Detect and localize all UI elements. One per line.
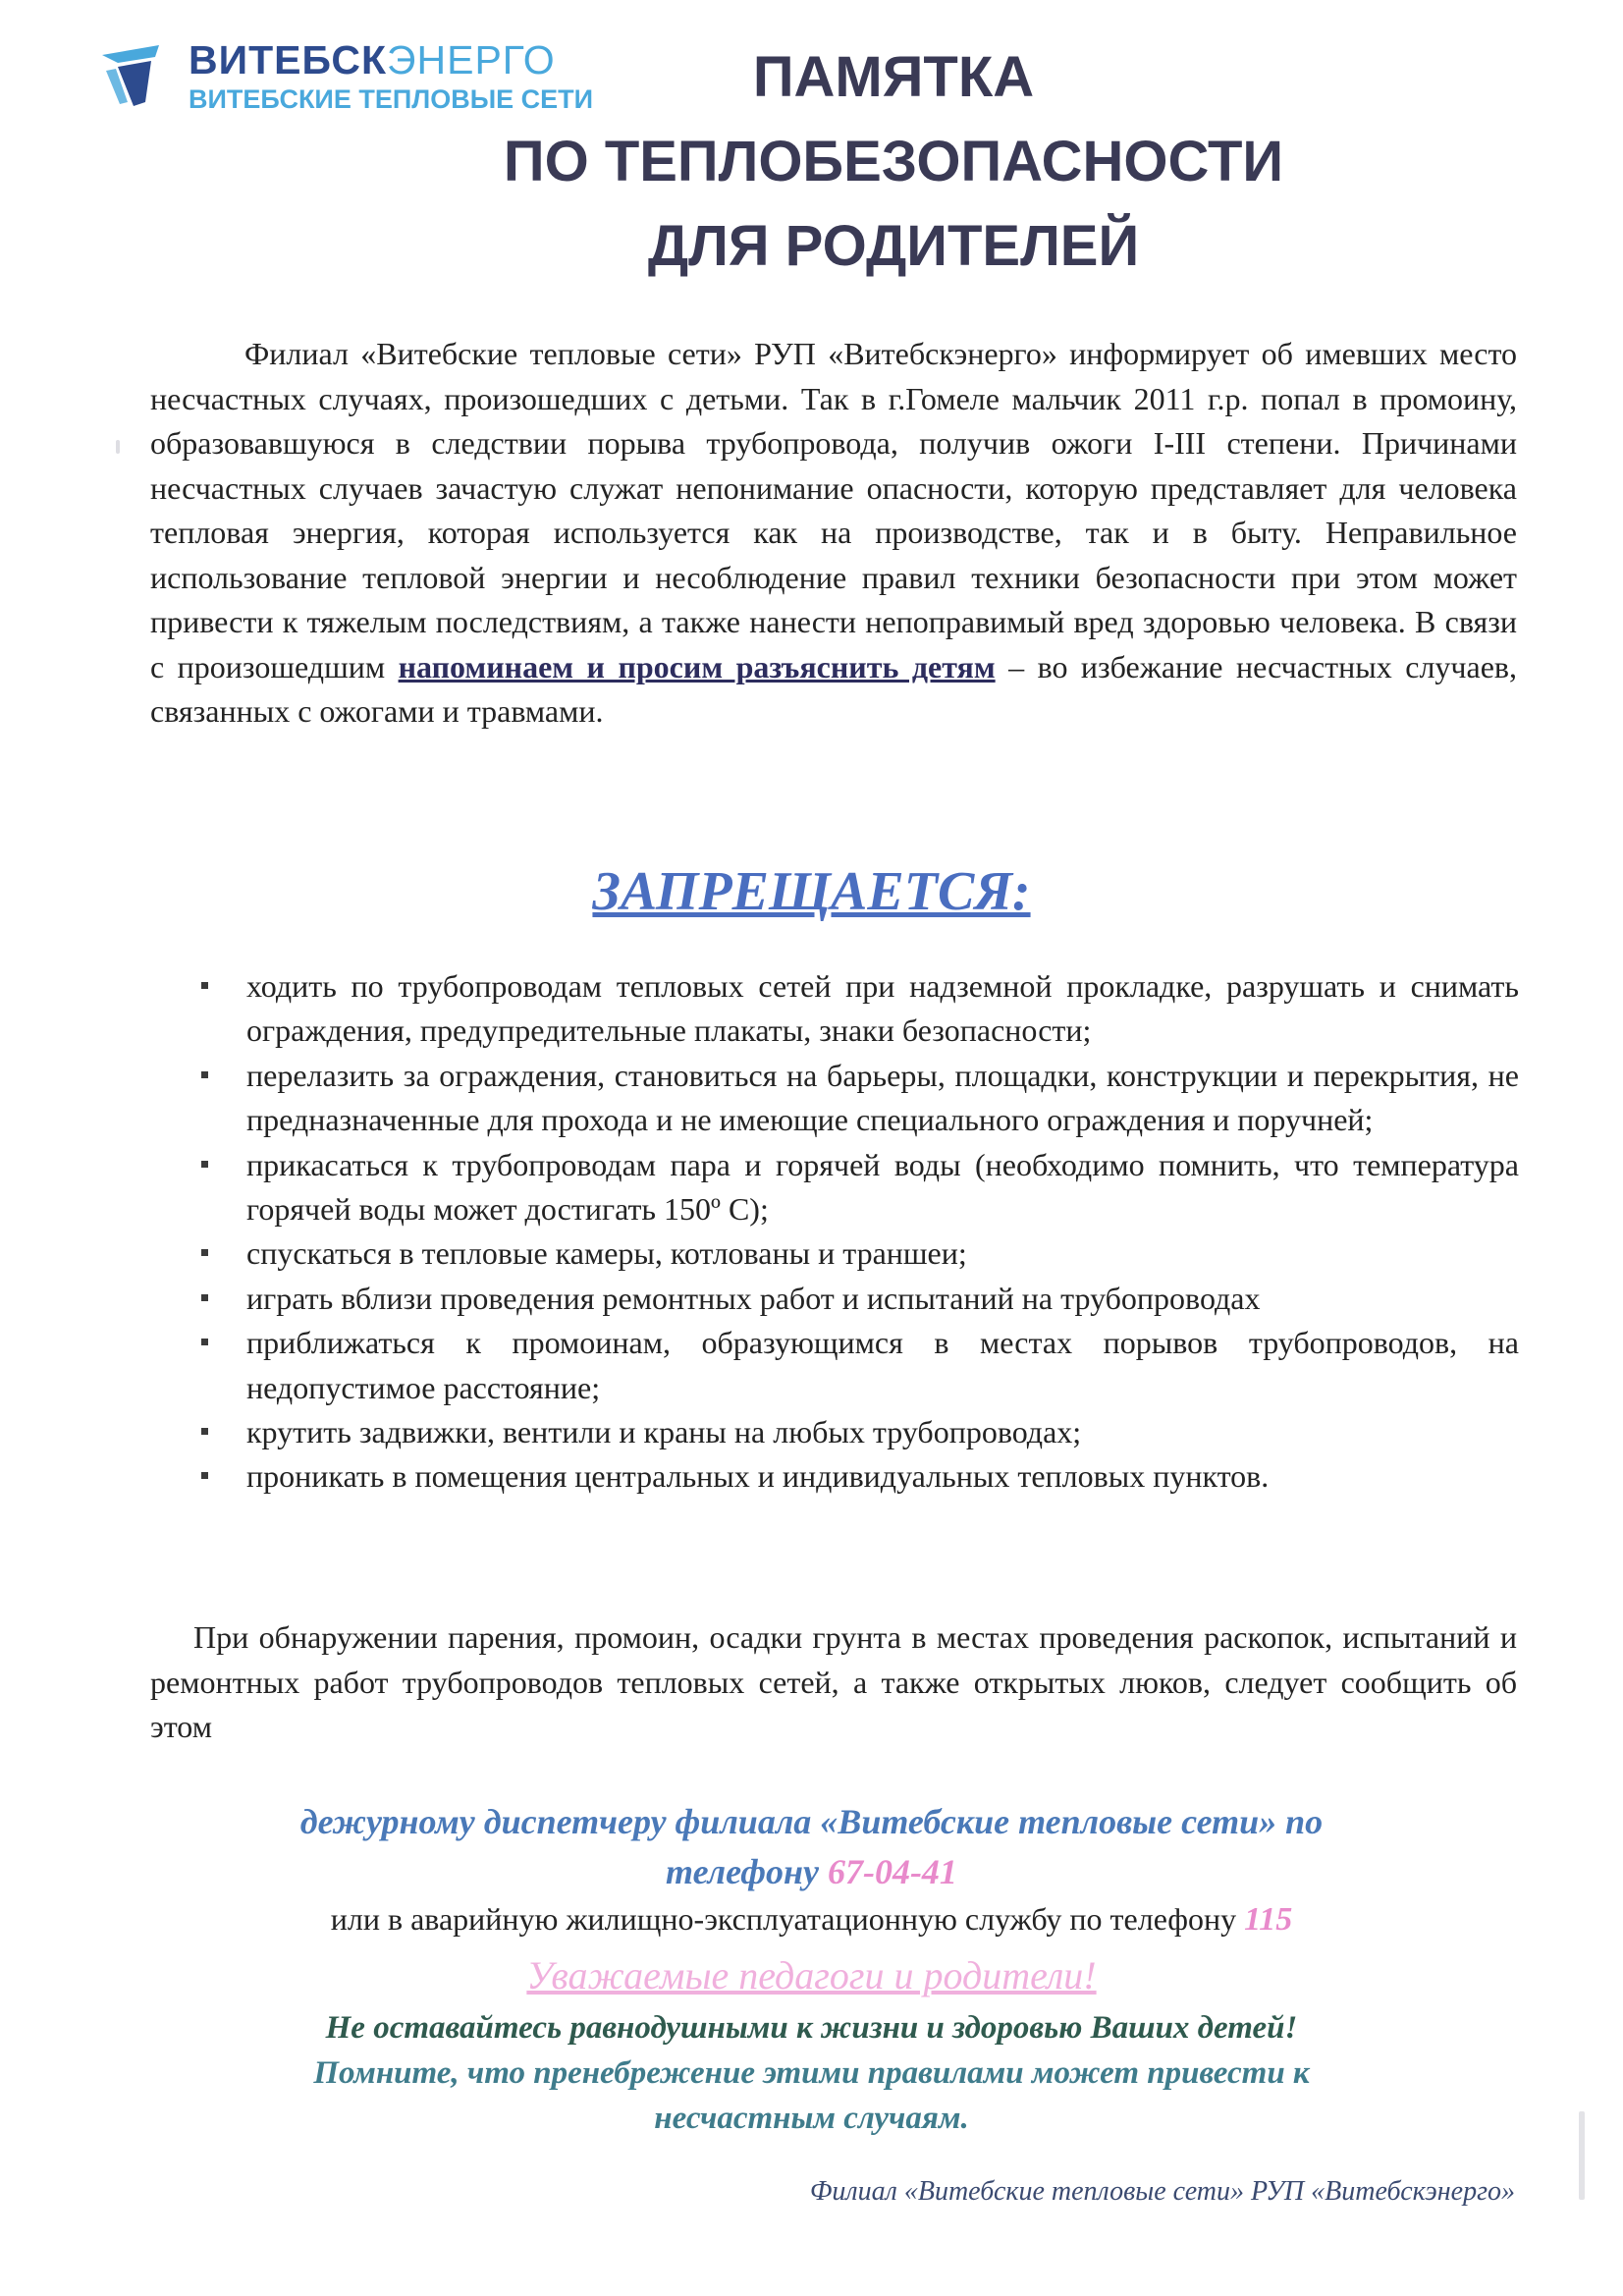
intro-emphasis: напоминаем и просим разъяснить детям — [398, 648, 996, 684]
rule-item — [201, 1054, 1519, 1143]
title-line-3: ДЛЯ РОДИТЕЛЕЙ — [647, 214, 1140, 278]
emergency-text: или в аварийную жилищно-эксплуатационную службу по телефону — [330, 1901, 1245, 1937]
outro-paragraph: При обнаружении парения, промоин, осадки грунта в местах проведения раскопок, испытаний и ремонтных работ трубопроводов тепловых сетей, а также открытых люков, следует сообщить об этом — [150, 1619, 1517, 1744]
appeal-line-3: несчастным случаям. — [654, 2101, 969, 2136]
dispatcher-line-2-prefix: телефону — [666, 1852, 828, 1891]
bullet-icon — [201, 1249, 208, 1256]
dispatcher-contact — [0, 1797, 1623, 1897]
bullet-icon — [201, 1428, 208, 1435]
rule-item — [201, 1143, 1519, 1232]
page-title — [452, 35, 1335, 289]
logo-subtitle: ВИТЕБСКИЕ ТЕПЛОВЫЕ СЕТИ — [189, 84, 594, 114]
rule-text: играть вблизи проведения ремонтных работ и испытаний на трубопроводах — [246, 1280, 1261, 1316]
intro-paragraph — [150, 332, 1517, 735]
appeal-line-1: Не оставайтесь равнодушными к жизни и здоровью Ваших детей! — [325, 2010, 1298, 2046]
bullet-icon — [201, 1161, 208, 1168]
dispatcher-line-1: дежурному диспетчеру филиала «Витебские тепловые сети» по — [299, 1802, 1324, 1841]
rule-text: прикасаться к трубопроводам пара и горячей воды (необходимо помнить, что температура горячей воды может достигать 150º С); — [246, 1146, 1519, 1228]
intro-tail: – во избежание несчастных случаев, связанных с ожогами и травмами. — [150, 648, 1518, 729]
rule-text: перелазить за ограждения, становиться на барьеры, площадки, конструкции и перекрытия, не предназначенные для прохода и не имеющие специального ограждения и поручней; — [246, 1057, 1519, 1138]
bullet-icon — [201, 1339, 208, 1345]
rule-text: спускаться в тепловые камеры, котлованы и траншеи; — [246, 1235, 967, 1272]
scan-speck — [1579, 2111, 1585, 2200]
logo-name-bold: ВИТЕБСК — [189, 37, 388, 82]
bullet-icon — [201, 1071, 208, 1078]
dispatcher-line-2 — [0, 1847, 1623, 1897]
bullet-icon — [201, 982, 208, 989]
rule-item — [201, 1277, 1519, 1321]
emergency-contact — [0, 1901, 1623, 1939]
company-logo-icon — [98, 41, 175, 110]
signature: Филиал «Витебские тепловые сети» РУП «Витебскэнерго» — [809, 2176, 1515, 2207]
rule-item — [201, 1410, 1519, 1454]
bullet-icon — [201, 1294, 208, 1301]
rule-item — [201, 1231, 1519, 1276]
rule-item — [201, 964, 1519, 1054]
rule-text: приближаться к промоинам, образующимся в местах порывов трубопроводов, на недопустимое расстояние; — [246, 1325, 1519, 1405]
title-line-2: ПО ТЕПЛОБЕЗОПАСНОСТИ — [503, 130, 1284, 193]
bullet-icon — [201, 1472, 208, 1479]
dispatcher-phone: 67-04-41 — [827, 1852, 957, 1891]
rules-list — [201, 964, 1519, 1500]
rule-text: ходить по трубопроводам тепловых сетей при надземной прокладке, разрушать и снимать ограждения, предупредительные плакаты, знаки безопасности; — [246, 968, 1519, 1049]
emergency-phone: 115 — [1244, 1901, 1293, 1938]
title-line-1: ПАМЯТКА — [752, 45, 1035, 109]
dear-heading: Уважаемые педагоги и родители! — [526, 1953, 1097, 1997]
scan-speck — [116, 440, 120, 454]
logo-name-light: ЭНЕРГО — [387, 37, 556, 82]
appeal-line-2: Помните, что пренебрежение этими правилами может привести к — [313, 2055, 1310, 2091]
rule-item — [201, 1321, 1519, 1410]
rule-item — [201, 1454, 1519, 1499]
appeal-block — [0, 2005, 1623, 2141]
forbidden-heading: ЗАПРЕЩАЕТСЯ: — [592, 861, 1031, 922]
rule-text: крутить задвижки, вентили и краны на любых трубопроводах; — [246, 1414, 1082, 1450]
intro-text: Филиал «Витебские тепловые сети» РУП «Витебскэнерго» информирует об имевших место несчастных случаях, произошедших с детьми. Так в г.Гомеле мальчик 2011 г.р. попал в промоину, образовавшуюся в следствии порыва трубопровода, получив ожоги I-III степени. Причинами несчастных случаев зачастую служат непонимание опасности, которую представляет для человека тепловая энергия, которая используется как на производстве, так и в быту. Неправильное использование тепловой энергии и несоблюдение правил техники безопасности при этом может привести к тяжелым последствиям, а также нанести непоправимый вред здоровью человека. В связи с произошедшим — [150, 336, 1517, 684]
rule-text: проникать в помещения центральных и индивидуальных тепловых пунктов. — [246, 1458, 1270, 1495]
